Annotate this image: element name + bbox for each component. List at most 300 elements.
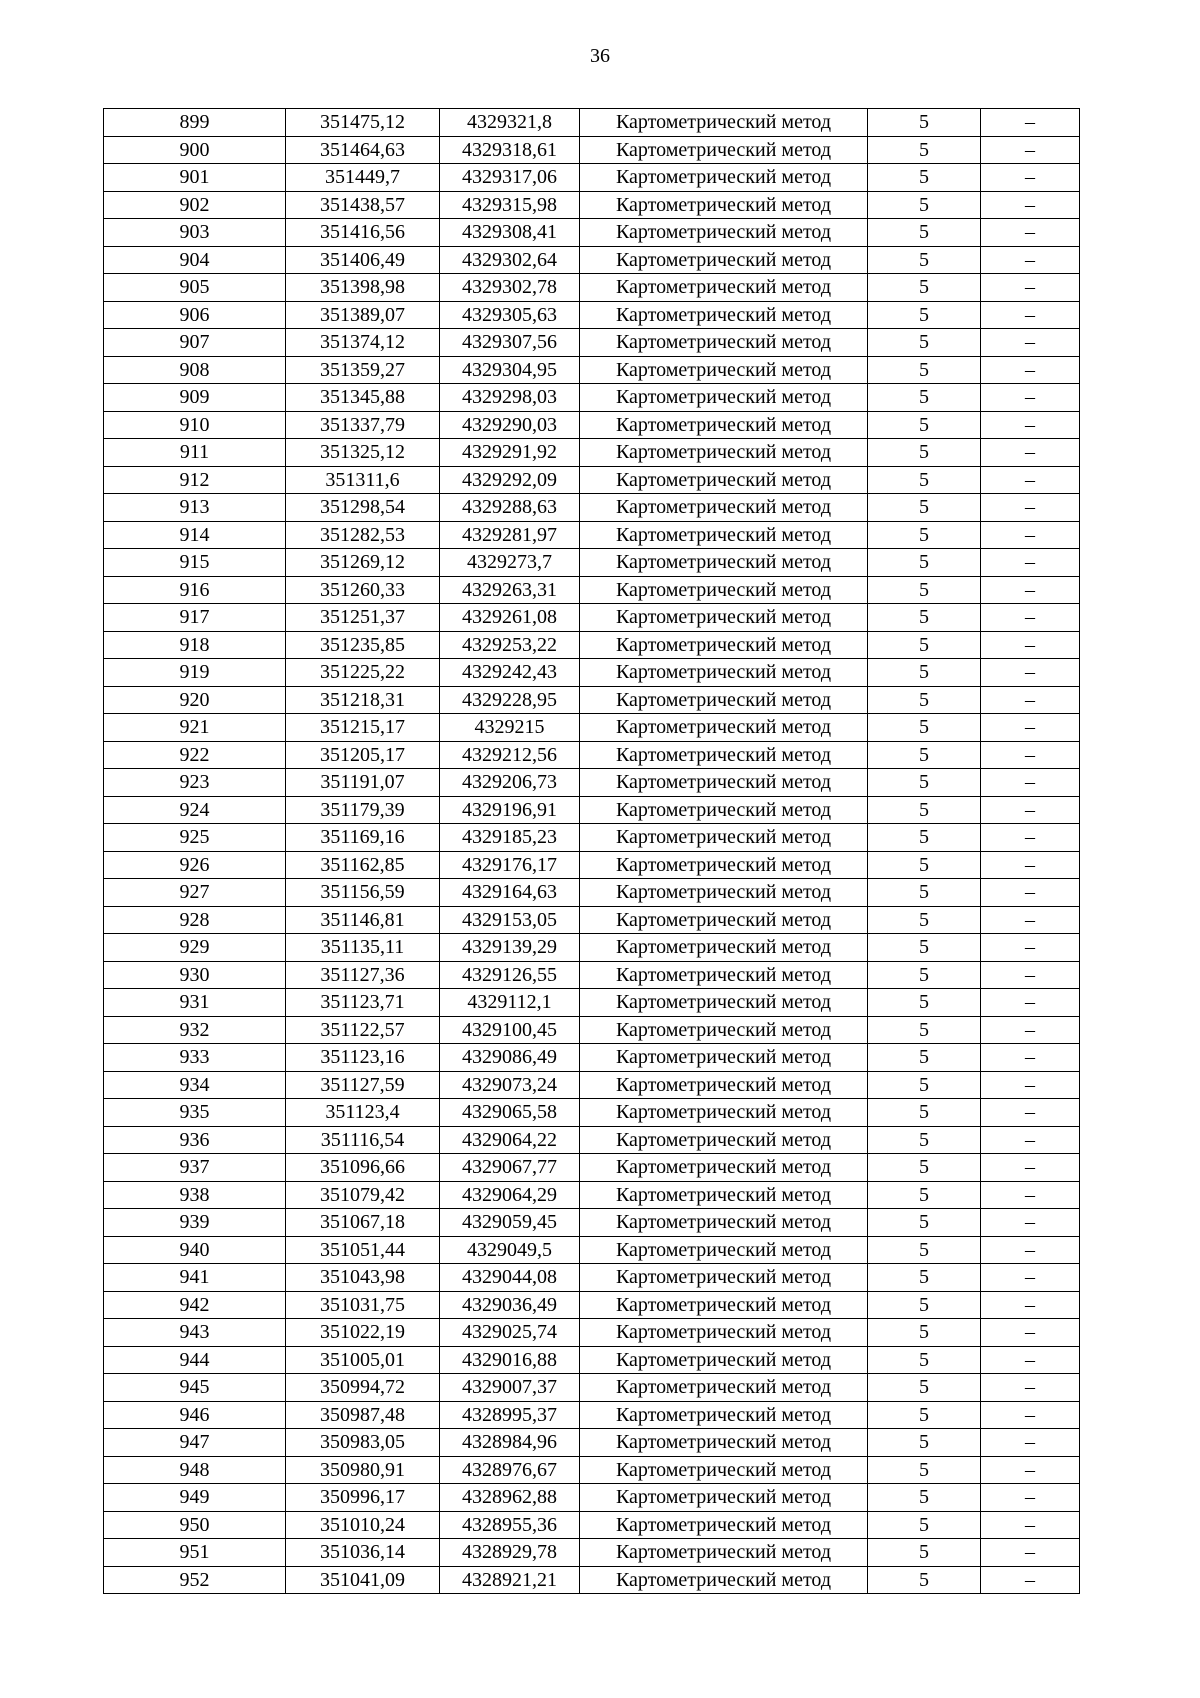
y-coordinate-cell: 4329025,74 (440, 1319, 580, 1347)
y-coordinate-cell: 4329302,78 (440, 274, 580, 302)
x-coordinate-cell: 351475,12 (286, 109, 440, 137)
x-coordinate-cell: 351205,17 (286, 741, 440, 769)
point-number-cell: 915 (104, 549, 286, 577)
x-coordinate-cell: 351005,01 (286, 1346, 440, 1374)
x-coordinate-cell: 351022,19 (286, 1319, 440, 1347)
table-row (104, 136, 1080, 164)
x-coordinate-cell: 351251,37 (286, 604, 440, 632)
x-coordinate-cell: 351337,79 (286, 411, 440, 439)
accuracy-cell: 5 (868, 411, 981, 439)
point-number-cell: 904 (104, 246, 286, 274)
table-row (104, 714, 1080, 742)
table-row (104, 631, 1080, 659)
point-number-cell: 935 (104, 1099, 286, 1127)
method-cell: Картометрический метод (580, 714, 868, 742)
point-number-cell: 930 (104, 961, 286, 989)
dash-cell: – (981, 934, 1080, 962)
table-row (104, 329, 1080, 357)
page-number: 36 (590, 45, 610, 67)
y-coordinate-cell: 4329112,1 (440, 989, 580, 1017)
dash-cell: – (981, 301, 1080, 329)
method-cell: Картометрический метод (580, 219, 868, 247)
x-coordinate-cell: 350983,05 (286, 1429, 440, 1457)
y-coordinate-cell: 4329049,5 (440, 1236, 580, 1264)
accuracy-cell: 5 (868, 906, 981, 934)
table-row (104, 1016, 1080, 1044)
method-cell: Картометрический метод (580, 1511, 868, 1539)
method-cell: Картометрический метод (580, 274, 868, 302)
point-number-cell: 952 (104, 1566, 286, 1594)
dash-cell: – (981, 1374, 1080, 1402)
point-number-cell: 932 (104, 1016, 286, 1044)
method-cell: Картометрический метод (580, 384, 868, 412)
dash-cell: – (981, 1511, 1080, 1539)
table-row (104, 686, 1080, 714)
dash-cell: – (981, 1291, 1080, 1319)
y-coordinate-cell: 4329073,24 (440, 1071, 580, 1099)
accuracy-cell: 5 (868, 1566, 981, 1594)
dash-cell: – (981, 879, 1080, 907)
table-row (104, 1319, 1080, 1347)
y-coordinate-cell: 4329302,64 (440, 246, 580, 274)
dash-cell: – (981, 824, 1080, 852)
y-coordinate-cell: 4329065,58 (440, 1099, 580, 1127)
dash-cell: – (981, 411, 1080, 439)
method-cell: Картометрический метод (580, 1456, 868, 1484)
x-coordinate-cell: 351135,11 (286, 934, 440, 962)
table-row (104, 494, 1080, 522)
accuracy-cell: 5 (868, 1154, 981, 1182)
dash-cell: – (981, 659, 1080, 687)
table-row (104, 1154, 1080, 1182)
y-coordinate-cell: 4329304,95 (440, 356, 580, 384)
point-number-cell: 950 (104, 1511, 286, 1539)
point-number-cell: 947 (104, 1429, 286, 1457)
point-number-cell: 911 (104, 439, 286, 467)
accuracy-cell: 5 (868, 1071, 981, 1099)
y-coordinate-cell: 4329318,61 (440, 136, 580, 164)
table-row (104, 1429, 1080, 1457)
point-number-cell: 931 (104, 989, 286, 1017)
method-cell: Картометрический метод (580, 1566, 868, 1594)
y-coordinate-cell: 4329288,63 (440, 494, 580, 522)
x-coordinate-cell: 351438,57 (286, 191, 440, 219)
point-number-cell: 917 (104, 604, 286, 632)
table-row (104, 906, 1080, 934)
dash-cell: – (981, 631, 1080, 659)
table-row (104, 1044, 1080, 1072)
dash-cell: – (981, 1071, 1080, 1099)
x-coordinate-cell: 350996,17 (286, 1484, 440, 1512)
method-cell: Картометрический метод (580, 576, 868, 604)
x-coordinate-cell: 351051,44 (286, 1236, 440, 1264)
dash-cell: – (981, 466, 1080, 494)
table-row (104, 1456, 1080, 1484)
dash-cell: – (981, 576, 1080, 604)
accuracy-cell: 5 (868, 1044, 981, 1072)
table-row (104, 466, 1080, 494)
method-cell: Картометрический метод (580, 1291, 868, 1319)
x-coordinate-cell: 351041,09 (286, 1566, 440, 1594)
y-coordinate-cell: 4329321,8 (440, 109, 580, 137)
table-row (104, 219, 1080, 247)
method-cell: Картометрический метод (580, 851, 868, 879)
dash-cell: – (981, 1016, 1080, 1044)
table-row (104, 1099, 1080, 1127)
method-cell: Картометрический метод (580, 769, 868, 797)
x-coordinate-cell: 351416,56 (286, 219, 440, 247)
x-coordinate-cell: 351398,98 (286, 274, 440, 302)
method-cell: Картометрический метод (580, 1126, 868, 1154)
x-coordinate-cell: 351036,14 (286, 1539, 440, 1567)
dash-cell: – (981, 1099, 1080, 1127)
dash-cell: – (981, 741, 1080, 769)
x-coordinate-cell: 351031,75 (286, 1291, 440, 1319)
point-number-cell: 946 (104, 1401, 286, 1429)
dash-cell: – (981, 851, 1080, 879)
method-cell: Картометрический метод (580, 906, 868, 934)
table-row (104, 1511, 1080, 1539)
x-coordinate-cell: 351374,12 (286, 329, 440, 357)
method-cell: Картометрический метод (580, 1044, 868, 1072)
accuracy-cell: 5 (868, 1291, 981, 1319)
point-number-cell: 913 (104, 494, 286, 522)
dash-cell: – (981, 494, 1080, 522)
method-cell: Картометрический метод (580, 989, 868, 1017)
method-cell: Картометрический метод (580, 191, 868, 219)
accuracy-cell: 5 (868, 604, 981, 632)
point-number-cell: 921 (104, 714, 286, 742)
point-number-cell: 939 (104, 1209, 286, 1237)
y-coordinate-cell: 4329281,97 (440, 521, 580, 549)
accuracy-cell: 5 (868, 741, 981, 769)
accuracy-cell: 5 (868, 274, 981, 302)
point-number-cell: 928 (104, 906, 286, 934)
dash-cell: – (981, 1044, 1080, 1072)
method-cell: Картометрический метод (580, 494, 868, 522)
accuracy-cell: 5 (868, 521, 981, 549)
accuracy-cell: 5 (868, 549, 981, 577)
point-number-cell: 908 (104, 356, 286, 384)
y-coordinate-cell: 4329064,22 (440, 1126, 580, 1154)
accuracy-cell: 5 (868, 439, 981, 467)
x-coordinate-cell: 351298,54 (286, 494, 440, 522)
method-cell: Картометрический метод (580, 439, 868, 467)
dash-cell: – (981, 1154, 1080, 1182)
dash-cell: – (981, 1539, 1080, 1567)
method-cell: Картометрический метод (580, 1539, 868, 1567)
y-coordinate-cell: 4328976,67 (440, 1456, 580, 1484)
method-cell: Картометрический метод (580, 466, 868, 494)
y-coordinate-cell: 4329067,77 (440, 1154, 580, 1182)
accuracy-cell: 5 (868, 384, 981, 412)
y-coordinate-cell: 4329185,23 (440, 824, 580, 852)
accuracy-cell: 5 (868, 356, 981, 384)
point-number-cell: 936 (104, 1126, 286, 1154)
x-coordinate-cell: 351123,4 (286, 1099, 440, 1127)
table-row (104, 769, 1080, 797)
dash-cell: – (981, 439, 1080, 467)
accuracy-cell: 5 (868, 1099, 981, 1127)
x-coordinate-cell: 351079,42 (286, 1181, 440, 1209)
y-coordinate-cell: 4329228,95 (440, 686, 580, 714)
x-coordinate-cell: 350980,91 (286, 1456, 440, 1484)
dash-cell: – (981, 246, 1080, 274)
table-row (104, 659, 1080, 687)
dash-cell: – (981, 961, 1080, 989)
method-cell: Картометрический метод (580, 356, 868, 384)
dash-cell: – (981, 714, 1080, 742)
point-number-cell: 938 (104, 1181, 286, 1209)
y-coordinate-cell: 4329126,55 (440, 961, 580, 989)
dash-cell: – (981, 1236, 1080, 1264)
accuracy-cell: 5 (868, 1319, 981, 1347)
accuracy-cell: 5 (868, 329, 981, 357)
table-row (104, 604, 1080, 632)
method-cell: Картометрический метод (580, 961, 868, 989)
y-coordinate-cell: 4329100,45 (440, 1016, 580, 1044)
table-row (104, 549, 1080, 577)
y-coordinate-cell: 4329086,49 (440, 1044, 580, 1072)
accuracy-cell: 5 (868, 824, 981, 852)
accuracy-cell: 5 (868, 576, 981, 604)
dash-cell: – (981, 1456, 1080, 1484)
accuracy-cell: 5 (868, 961, 981, 989)
dash-cell: – (981, 989, 1080, 1017)
method-cell: Картометрический метод (580, 1236, 868, 1264)
accuracy-cell: 5 (868, 494, 981, 522)
point-number-cell: 944 (104, 1346, 286, 1374)
table-row (104, 411, 1080, 439)
x-coordinate-cell: 351067,18 (286, 1209, 440, 1237)
table-row (104, 961, 1080, 989)
x-coordinate-cell: 351225,22 (286, 659, 440, 687)
table-row (104, 1126, 1080, 1154)
method-cell: Картометрический метод (580, 301, 868, 329)
accuracy-cell: 5 (868, 1539, 981, 1567)
coordinates-table (103, 108, 1080, 1594)
point-number-cell: 949 (104, 1484, 286, 1512)
y-coordinate-cell: 4328962,88 (440, 1484, 580, 1512)
accuracy-cell: 5 (868, 1016, 981, 1044)
y-coordinate-cell: 4329261,08 (440, 604, 580, 632)
dash-cell: – (981, 549, 1080, 577)
x-coordinate-cell: 351269,12 (286, 549, 440, 577)
table-row (104, 741, 1080, 769)
method-cell: Картометрический метод (580, 521, 868, 549)
accuracy-cell: 5 (868, 1401, 981, 1429)
point-number-cell: 942 (104, 1291, 286, 1319)
y-coordinate-cell: 4329317,06 (440, 164, 580, 192)
method-cell: Картометрический метод (580, 1181, 868, 1209)
point-number-cell: 909 (104, 384, 286, 412)
y-coordinate-cell: 4329164,63 (440, 879, 580, 907)
y-coordinate-cell: 4329036,49 (440, 1291, 580, 1319)
y-coordinate-cell: 4329292,09 (440, 466, 580, 494)
point-number-cell: 919 (104, 659, 286, 687)
accuracy-cell: 5 (868, 301, 981, 329)
method-cell: Картометрический метод (580, 411, 868, 439)
table-row (104, 109, 1080, 137)
table-row (104, 191, 1080, 219)
y-coordinate-cell: 4329206,73 (440, 769, 580, 797)
accuracy-cell: 5 (868, 1484, 981, 1512)
accuracy-cell: 5 (868, 934, 981, 962)
y-coordinate-cell: 4329253,22 (440, 631, 580, 659)
y-coordinate-cell: 4328929,78 (440, 1539, 580, 1567)
point-number-cell: 951 (104, 1539, 286, 1567)
y-coordinate-cell: 4329196,91 (440, 796, 580, 824)
x-coordinate-cell: 351191,07 (286, 769, 440, 797)
method-cell: Картометрический метод (580, 1264, 868, 1292)
table-row (104, 1071, 1080, 1099)
dash-cell: – (981, 686, 1080, 714)
x-coordinate-cell: 351389,07 (286, 301, 440, 329)
accuracy-cell: 5 (868, 1346, 981, 1374)
table-row (104, 851, 1080, 879)
point-number-cell: 916 (104, 576, 286, 604)
method-cell: Картометрический метод (580, 1319, 868, 1347)
method-cell: Картометрический метод (580, 1099, 868, 1127)
x-coordinate-cell: 350987,48 (286, 1401, 440, 1429)
x-coordinate-cell: 351123,16 (286, 1044, 440, 1072)
accuracy-cell: 5 (868, 796, 981, 824)
method-cell: Картометрический метод (580, 659, 868, 687)
y-coordinate-cell: 4329059,45 (440, 1209, 580, 1237)
dash-cell: – (981, 109, 1080, 137)
point-number-cell: 933 (104, 1044, 286, 1072)
y-coordinate-cell: 4329212,56 (440, 741, 580, 769)
dash-cell: – (981, 329, 1080, 357)
table-row (104, 1181, 1080, 1209)
point-number-cell: 934 (104, 1071, 286, 1099)
method-cell: Картометрический метод (580, 1374, 868, 1402)
method-cell: Картометрический метод (580, 164, 868, 192)
table-row (104, 356, 1080, 384)
method-cell: Картометрический метод (580, 109, 868, 137)
y-coordinate-cell: 4329298,03 (440, 384, 580, 412)
x-coordinate-cell: 351116,54 (286, 1126, 440, 1154)
table-row (104, 934, 1080, 962)
table-row (104, 1264, 1080, 1292)
table-row (104, 164, 1080, 192)
dash-cell: – (981, 769, 1080, 797)
method-cell: Картометрический метод (580, 1401, 868, 1429)
x-coordinate-cell: 351043,98 (286, 1264, 440, 1292)
point-number-cell: 901 (104, 164, 286, 192)
table-row (104, 1566, 1080, 1594)
point-number-cell: 918 (104, 631, 286, 659)
dash-cell: – (981, 356, 1080, 384)
x-coordinate-cell: 351311,6 (286, 466, 440, 494)
dash-cell: – (981, 1209, 1080, 1237)
accuracy-cell: 5 (868, 219, 981, 247)
method-cell: Картометрический метод (580, 1346, 868, 1374)
dash-cell: – (981, 219, 1080, 247)
table-row (104, 1209, 1080, 1237)
dash-cell: – (981, 906, 1080, 934)
x-coordinate-cell: 351325,12 (286, 439, 440, 467)
y-coordinate-cell: 4329242,43 (440, 659, 580, 687)
point-number-cell: 948 (104, 1456, 286, 1484)
dash-cell: – (981, 1126, 1080, 1154)
dash-cell: – (981, 521, 1080, 549)
accuracy-cell: 5 (868, 879, 981, 907)
dash-cell: – (981, 1346, 1080, 1374)
accuracy-cell: 5 (868, 631, 981, 659)
y-coordinate-cell: 4328995,37 (440, 1401, 580, 1429)
method-cell: Картометрический метод (580, 549, 868, 577)
table-row (104, 824, 1080, 852)
method-cell: Картометрический метод (580, 1154, 868, 1182)
point-number-cell: 926 (104, 851, 286, 879)
method-cell: Картометрический метод (580, 631, 868, 659)
y-coordinate-cell: 4329215 (440, 714, 580, 742)
point-number-cell: 907 (104, 329, 286, 357)
table-row (104, 576, 1080, 604)
accuracy-cell: 5 (868, 1181, 981, 1209)
y-coordinate-cell: 4329290,03 (440, 411, 580, 439)
point-number-cell: 929 (104, 934, 286, 962)
point-number-cell: 922 (104, 741, 286, 769)
x-coordinate-cell: 351127,59 (286, 1071, 440, 1099)
table-row (104, 246, 1080, 274)
method-cell: Картометрический метод (580, 1429, 868, 1457)
accuracy-cell: 5 (868, 466, 981, 494)
accuracy-cell: 5 (868, 191, 981, 219)
method-cell: Картометрический метод (580, 879, 868, 907)
accuracy-cell: 5 (868, 1209, 981, 1237)
point-number-cell: 941 (104, 1264, 286, 1292)
x-coordinate-cell: 351235,85 (286, 631, 440, 659)
table-row (104, 989, 1080, 1017)
x-coordinate-cell: 351146,81 (286, 906, 440, 934)
dash-cell: – (981, 1264, 1080, 1292)
y-coordinate-cell: 4329153,05 (440, 906, 580, 934)
method-cell: Картометрический метод (580, 329, 868, 357)
dash-cell: – (981, 136, 1080, 164)
table-row (104, 879, 1080, 907)
accuracy-cell: 5 (868, 1511, 981, 1539)
y-coordinate-cell: 4329044,08 (440, 1264, 580, 1292)
accuracy-cell: 5 (868, 1429, 981, 1457)
method-cell: Картометрический метод (580, 1071, 868, 1099)
table-row (104, 521, 1080, 549)
y-coordinate-cell: 4328984,96 (440, 1429, 580, 1457)
point-number-cell: 900 (104, 136, 286, 164)
dash-cell: – (981, 1319, 1080, 1347)
table-row (104, 796, 1080, 824)
table-row (104, 439, 1080, 467)
coordinates-table-body (104, 109, 1080, 1594)
x-coordinate-cell: 351215,17 (286, 714, 440, 742)
point-number-cell: 905 (104, 274, 286, 302)
x-coordinate-cell: 351096,66 (286, 1154, 440, 1182)
y-coordinate-cell: 4329016,88 (440, 1346, 580, 1374)
point-number-cell: 925 (104, 824, 286, 852)
table-row (104, 301, 1080, 329)
x-coordinate-cell: 351156,59 (286, 879, 440, 907)
x-coordinate-cell: 351449,7 (286, 164, 440, 192)
table-row (104, 1539, 1080, 1567)
accuracy-cell: 5 (868, 246, 981, 274)
y-coordinate-cell: 4329263,31 (440, 576, 580, 604)
x-coordinate-cell: 351179,39 (286, 796, 440, 824)
y-coordinate-cell: 4329315,98 (440, 191, 580, 219)
method-cell: Картометрический метод (580, 824, 868, 852)
accuracy-cell: 5 (868, 1456, 981, 1484)
method-cell: Картометрический метод (580, 934, 868, 962)
